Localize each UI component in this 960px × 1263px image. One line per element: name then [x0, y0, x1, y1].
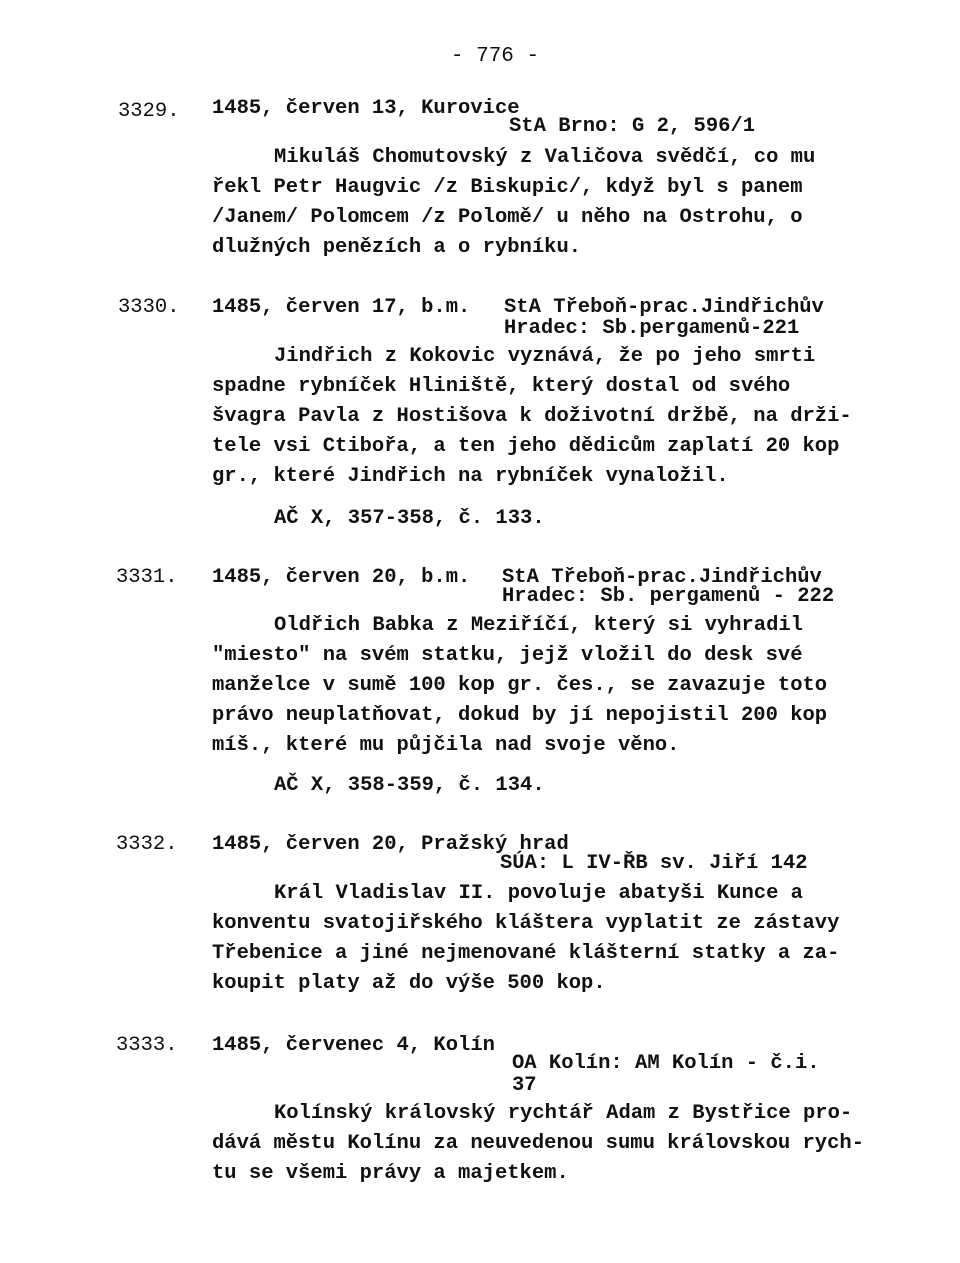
entry-citation: AČ X, 357-358, č. 133. — [274, 507, 545, 530]
entry-number: 3329. — [118, 100, 180, 123]
entry-text-line: manželce v sumě 100 kop gr. čes., se zavazuje toto — [212, 674, 828, 697]
entry-archive: StA Třeboň-prac.Jindřichův — [502, 566, 822, 589]
entry-number: 3333. — [116, 1034, 178, 1057]
entry-archive: Hradec: Sb.pergamenů-221 — [504, 317, 800, 340]
entry-text-line: tu se všemi právy a majetkem. — [212, 1162, 569, 1185]
entry-text-line: "miesto" na svém statku, jejž vložil do desk své — [212, 644, 803, 667]
entry-text-line: Jindřich z Kokovic vyznává, že po jeho smrti — [274, 345, 816, 368]
entry-number: 3332. — [116, 833, 178, 856]
entry-text-line: Kolínský královský rychtář Adam z Bystřice pro- — [274, 1102, 853, 1125]
entry-text-line: Třebenice a jiné nejmenované klášterní statky a za- — [212, 942, 840, 965]
entry-date-place: 1485, červen 20, b.m. — [212, 566, 471, 589]
entry-archive: StA Brno: G 2, 596/1 — [509, 115, 756, 138]
entry-archive: Hradec: Sb. pergamenů - 222 — [502, 585, 835, 608]
entry-text-line: dává městu Kolínu za neuvedenou sumu královskou rych- — [212, 1132, 865, 1155]
entry-text-line: Král Vladislav II. povoluje abatyši Kunce a — [274, 882, 803, 905]
entry-date-place: 1485, červenec 4, Kolín — [212, 1034, 495, 1057]
page-number: - 776 - — [450, 45, 540, 68]
entry-date-place: 1485, červen 13, Kurovice — [212, 97, 520, 120]
entry-text-line: tele vsi Ctibořa, a ten jeho dědicům zaplatí 20 kop — [212, 435, 840, 458]
entry-text-line: /Janem/ Polomcem /z Polomě/ u něho na Ostrohu, o — [212, 206, 803, 229]
entry-archive: OA Kolín: AM Kolín - č.i. — [512, 1052, 820, 1075]
entry-text-line: řekl Petr Haugvic /z Biskupic/, když byl s panem — [212, 176, 803, 199]
entry-archive: 37 — [512, 1074, 537, 1097]
entry-date-place: 1485, červen 20, Pražský hrad — [212, 833, 569, 856]
entry-citation: AČ X, 358-359, č. 134. — [274, 774, 545, 797]
entry-text-line: právo neuplatňovat, dokud by jí nepojistil 200 kop — [212, 704, 828, 727]
entry-text-line: Mikuláš Chomutovský z Valičova svědčí, co mu — [274, 146, 816, 169]
entry-text-line: švagra Pavla z Hostišova k doživotní držbě, na drži- — [212, 405, 852, 428]
entry-archive: SÚA: L IV-ŘB sv. Jiří 142 — [500, 852, 808, 875]
entry-text-line: míš., které mu půjčila nad svoje věno. — [212, 734, 680, 757]
entry-text-line: konventu svatojiřského kláštera vyplatit ze zástavy — [212, 912, 840, 935]
entry-number: 3330. — [118, 296, 180, 319]
entry-archive: StA Třeboň-prac.Jindřichův — [504, 296, 824, 319]
entry-text-line: gr., které Jindřich na rybníček vynaložil. — [212, 465, 729, 488]
entry-text-line: spadne rybníček Hliniště, který dostal od svého — [212, 375, 791, 398]
entry-text-line: koupit platy až do výše 500 kop. — [212, 972, 606, 995]
entry-text-line: Oldřich Babka z Meziříčí, který si vyhradil — [274, 614, 803, 637]
entry-text-line: dlužných penězích a o rybníku. — [212, 236, 582, 259]
entry-date-place: 1485, červen 17, b.m. — [212, 296, 471, 319]
entry-number: 3331. — [116, 566, 178, 589]
